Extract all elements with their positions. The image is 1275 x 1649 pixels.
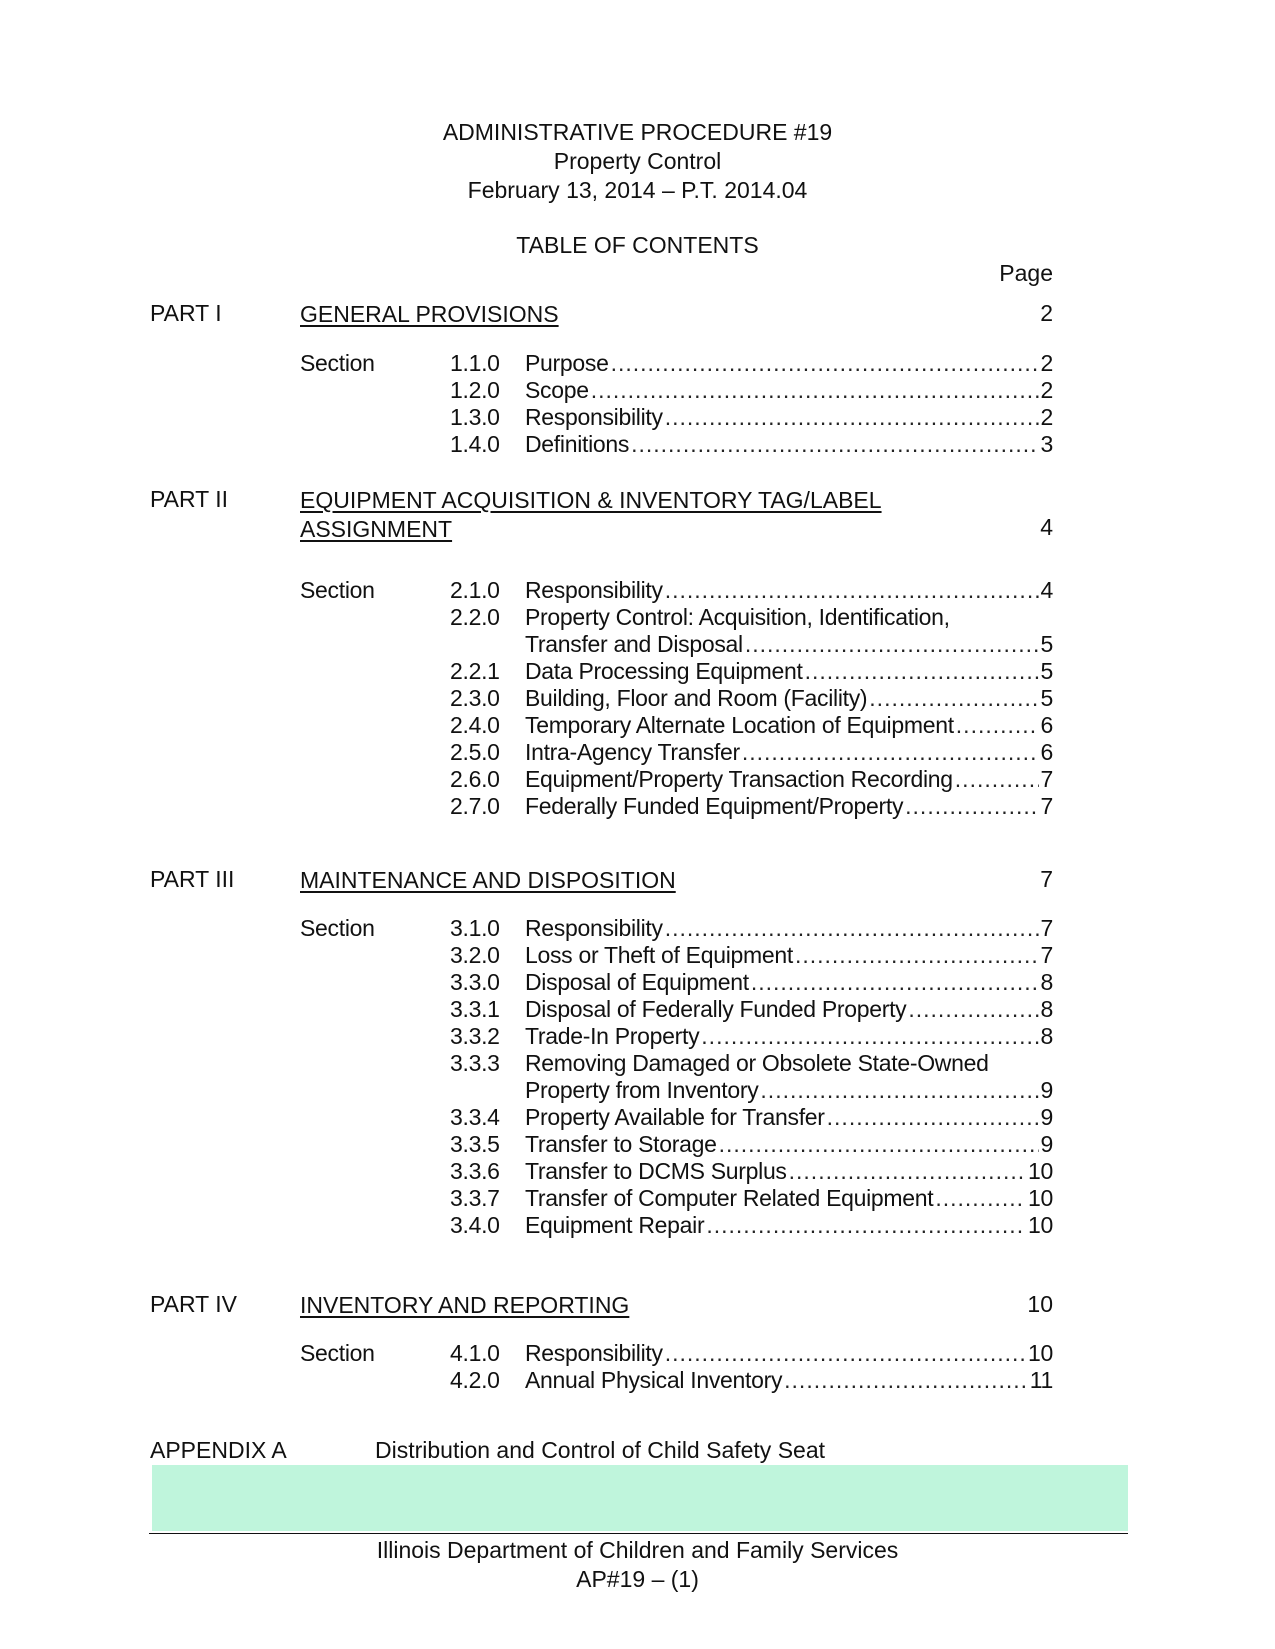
section-number: 3.3.2 — [450, 1023, 500, 1049]
appendix-title: Distribution and Control of Child Safety Seat — [375, 1437, 826, 1463]
part-label: PART III — [150, 866, 235, 892]
section-number: 3.3.1 — [450, 996, 500, 1022]
section-number: 2.2.1 — [450, 658, 500, 684]
section-title: Transfer to DCMS Surplus — [525, 1158, 787, 1184]
part-title-link[interactable]: INVENTORY AND REPORTING — [300, 1292, 630, 1318]
page-column-header: Page — [999, 260, 1053, 286]
section-word: Section — [300, 1340, 375, 1366]
section-title-continued: Property from Inventory — [525, 1077, 759, 1103]
dot-leader — [665, 404, 1039, 431]
toc-entry[interactable] — [450, 1367, 1053, 1396]
toc-entry[interactable] — [450, 658, 1053, 687]
part-page-number: 10 — [1027, 1291, 1053, 1317]
toc-entry[interactable] — [450, 793, 1053, 822]
dot-leader — [908, 996, 1038, 1023]
section-title: Intra-Agency Transfer — [525, 739, 740, 765]
toc-entry[interactable] — [450, 712, 1053, 741]
toc-entry[interactable] — [450, 969, 1053, 998]
toc-entry[interactable] — [450, 604, 1053, 660]
part-label: PART II — [150, 486, 228, 512]
toc-entry[interactable] — [450, 577, 1053, 606]
section-number: 1.4.0 — [450, 431, 500, 457]
section-title: Trade-In Property — [525, 1023, 700, 1049]
section-title: Responsibility — [525, 404, 663, 430]
toc-entry[interactable] — [450, 942, 1053, 971]
section-page: 7 — [1040, 766, 1053, 792]
section-title: Annual Physical Inventory — [525, 1367, 783, 1393]
section-page: 10 — [1028, 1185, 1053, 1211]
section-page: 5 — [1040, 631, 1053, 657]
dot-leader — [631, 431, 1038, 458]
toc-entry[interactable] — [450, 915, 1053, 944]
section-title: Property Available for Transfer — [525, 1104, 825, 1130]
dot-leader — [905, 793, 1038, 820]
section-number: 2.5.0 — [450, 739, 500, 765]
section-page: 9 — [1040, 1077, 1053, 1103]
section-page: 10 — [1028, 1158, 1053, 1184]
dot-leader — [742, 739, 1039, 766]
document-header — [0, 118, 1275, 205]
section-number: 3.1.0 — [450, 915, 500, 941]
section-number: 2.3.0 — [450, 685, 500, 711]
footer-page-id: AP#19 – (1) — [576, 1566, 699, 1592]
section-number: 2.2.0 — [450, 604, 500, 630]
part-label: PART IV — [150, 1291, 237, 1317]
toc-entry[interactable] — [450, 1023, 1053, 1052]
section-page: 3 — [1040, 431, 1053, 457]
section-page: 9 — [1040, 1131, 1053, 1157]
section-number: 3.3.3 — [450, 1050, 500, 1076]
section-title: Scope — [525, 377, 589, 403]
dot-leader — [869, 685, 1038, 712]
toc-entry[interactable] — [450, 404, 1053, 433]
section-page: 11 — [1029, 1367, 1053, 1393]
dot-leader — [805, 658, 1039, 685]
section-number: 3.2.0 — [450, 942, 500, 968]
section-number: 4.1.0 — [450, 1340, 500, 1366]
dot-leader — [827, 1104, 1039, 1131]
section-page: 2 — [1040, 350, 1053, 376]
section-word: Section — [300, 915, 375, 941]
toc-entry[interactable] — [450, 350, 1053, 379]
section-number: 2.7.0 — [450, 793, 500, 819]
section-number: 3.3.5 — [450, 1131, 500, 1157]
section-page: 5 — [1040, 685, 1053, 711]
procedure-date: February 13, 2014 – P.T. 2014.04 — [467, 177, 808, 203]
dot-leader — [719, 1131, 1039, 1158]
section-title: Building, Floor and Room (Facility) — [525, 685, 868, 711]
section-title: Responsibility — [525, 1340, 663, 1366]
part-page-number: 4 — [1040, 514, 1053, 540]
dot-leader — [591, 377, 1039, 404]
dot-leader — [935, 1185, 1026, 1212]
toc-entry[interactable] — [450, 1212, 1053, 1241]
section-title: Property Control: Acquisition, Identification, — [525, 604, 950, 630]
part-title-line: ASSIGNMENT — [300, 516, 453, 542]
section-page: 10 — [1028, 1340, 1053, 1366]
section-number: 4.2.0 — [450, 1367, 500, 1393]
section-number: 3.4.0 — [450, 1212, 500, 1238]
toc-entry[interactable] — [450, 431, 1053, 460]
section-page: 6 — [1040, 739, 1053, 765]
highlight-region — [152, 1465, 1128, 1531]
section-title: Transfer to Storage — [525, 1131, 717, 1157]
section-number: 1.2.0 — [450, 377, 500, 403]
section-page: 5 — [1040, 658, 1053, 684]
section-word: Section — [300, 577, 375, 603]
section-title: Removing Damaged or Obsolete State-Owned — [525, 1050, 989, 1076]
toc-entry[interactable] — [450, 685, 1053, 714]
part-title-line: EQUIPMENT ACQUISITION & INVENTORY TAG/LABEL — [300, 487, 882, 513]
dot-leader — [665, 915, 1039, 942]
section-page: 8 — [1040, 969, 1053, 995]
section-word: Section — [300, 350, 375, 376]
procedure-subject: Property Control — [553, 148, 722, 174]
section-title: Purpose — [525, 350, 609, 376]
section-page: 2 — [1040, 404, 1053, 430]
section-title-continued: Transfer and Disposal — [525, 631, 743, 657]
section-page: 8 — [1040, 996, 1053, 1022]
toc-entry[interactable] — [450, 739, 1053, 768]
part-title-link[interactable] — [300, 486, 1000, 544]
toc-entry[interactable] — [450, 996, 1053, 1025]
section-title: Disposal of Federally Funded Property — [525, 996, 907, 1022]
section-title: Loss or Theft of Equipment — [525, 942, 793, 968]
toc-entry[interactable] — [450, 1185, 1053, 1214]
section-title: Transfer of Computer Related Equipment — [525, 1185, 934, 1211]
section-title: Data Processing Equipment — [525, 658, 803, 684]
section-number: 3.3.6 — [450, 1158, 500, 1184]
section-number: 1.1.0 — [450, 350, 500, 376]
dot-leader — [665, 1340, 1026, 1367]
section-title: Equipment/Property Transaction Recording — [525, 766, 953, 792]
section-page: 4 — [1040, 577, 1053, 603]
toc-title: TABLE OF CONTENTS — [516, 232, 759, 258]
section-number: 3.3.7 — [450, 1185, 500, 1211]
section-page: 7 — [1040, 942, 1053, 968]
toc-entry[interactable] — [450, 1104, 1053, 1133]
section-page: 2 — [1040, 377, 1053, 403]
section-title: Federally Funded Equipment/Property — [525, 793, 904, 819]
part-page-number: 2 — [1040, 300, 1053, 326]
section-page: 6 — [1040, 712, 1053, 738]
toc-entry[interactable] — [450, 766, 1053, 795]
dot-leader — [665, 577, 1039, 604]
section-title: Definitions — [525, 431, 630, 457]
procedure-title: ADMINISTRATIVE PROCEDURE #19 — [442, 119, 833, 145]
section-number: 2.6.0 — [450, 766, 500, 792]
section-number: 1.3.0 — [450, 404, 500, 430]
dot-leader — [701, 1023, 1038, 1050]
dot-leader — [956, 712, 1039, 739]
document-footer — [0, 1536, 1275, 1594]
dot-leader — [706, 1212, 1026, 1239]
section-page: 7 — [1040, 793, 1053, 819]
dot-leader — [784, 1367, 1028, 1394]
part-label: PART I — [150, 300, 222, 326]
dot-leader — [760, 1077, 1038, 1104]
section-number: 3.3.4 — [450, 1104, 500, 1130]
toc-entry[interactable] — [450, 377, 1053, 406]
section-title: Responsibility — [525, 577, 663, 603]
dot-leader — [611, 350, 1039, 377]
toc-entry[interactable] — [450, 1340, 1053, 1369]
section-page: 8 — [1040, 1023, 1053, 1049]
section-number: 2.1.0 — [450, 577, 500, 603]
dot-leader — [795, 942, 1039, 969]
section-title: Disposal of Equipment — [525, 969, 749, 995]
section-page: 7 — [1040, 915, 1053, 941]
section-title: Equipment Repair — [525, 1212, 705, 1238]
dot-leader — [955, 766, 1039, 793]
section-number: 2.4.0 — [450, 712, 500, 738]
section-number: 3.3.0 — [450, 969, 500, 995]
section-page: 9 — [1040, 1104, 1053, 1130]
dot-leader — [751, 969, 1039, 996]
section-title: Responsibility — [525, 915, 663, 941]
part-title-link[interactable]: MAINTENANCE AND DISPOSITION — [300, 867, 676, 893]
part-title-link[interactable]: GENERAL PROVISIONS — [300, 301, 559, 327]
footer-agency: Illinois Department of Children and Family Services — [376, 1537, 899, 1563]
toc-entry[interactable] — [450, 1158, 1053, 1187]
toc-entry[interactable] — [450, 1050, 1053, 1106]
dot-leader — [745, 631, 1039, 658]
section-title: Temporary Alternate Location of Equipment — [525, 712, 954, 738]
footer-divider — [149, 1533, 1128, 1534]
section-page: 10 — [1028, 1212, 1053, 1238]
part-page-number: 7 — [1040, 866, 1053, 892]
appendix-label: APPENDIX A — [150, 1437, 287, 1463]
dot-leader — [789, 1158, 1026, 1185]
toc-entry[interactable] — [450, 1131, 1053, 1160]
